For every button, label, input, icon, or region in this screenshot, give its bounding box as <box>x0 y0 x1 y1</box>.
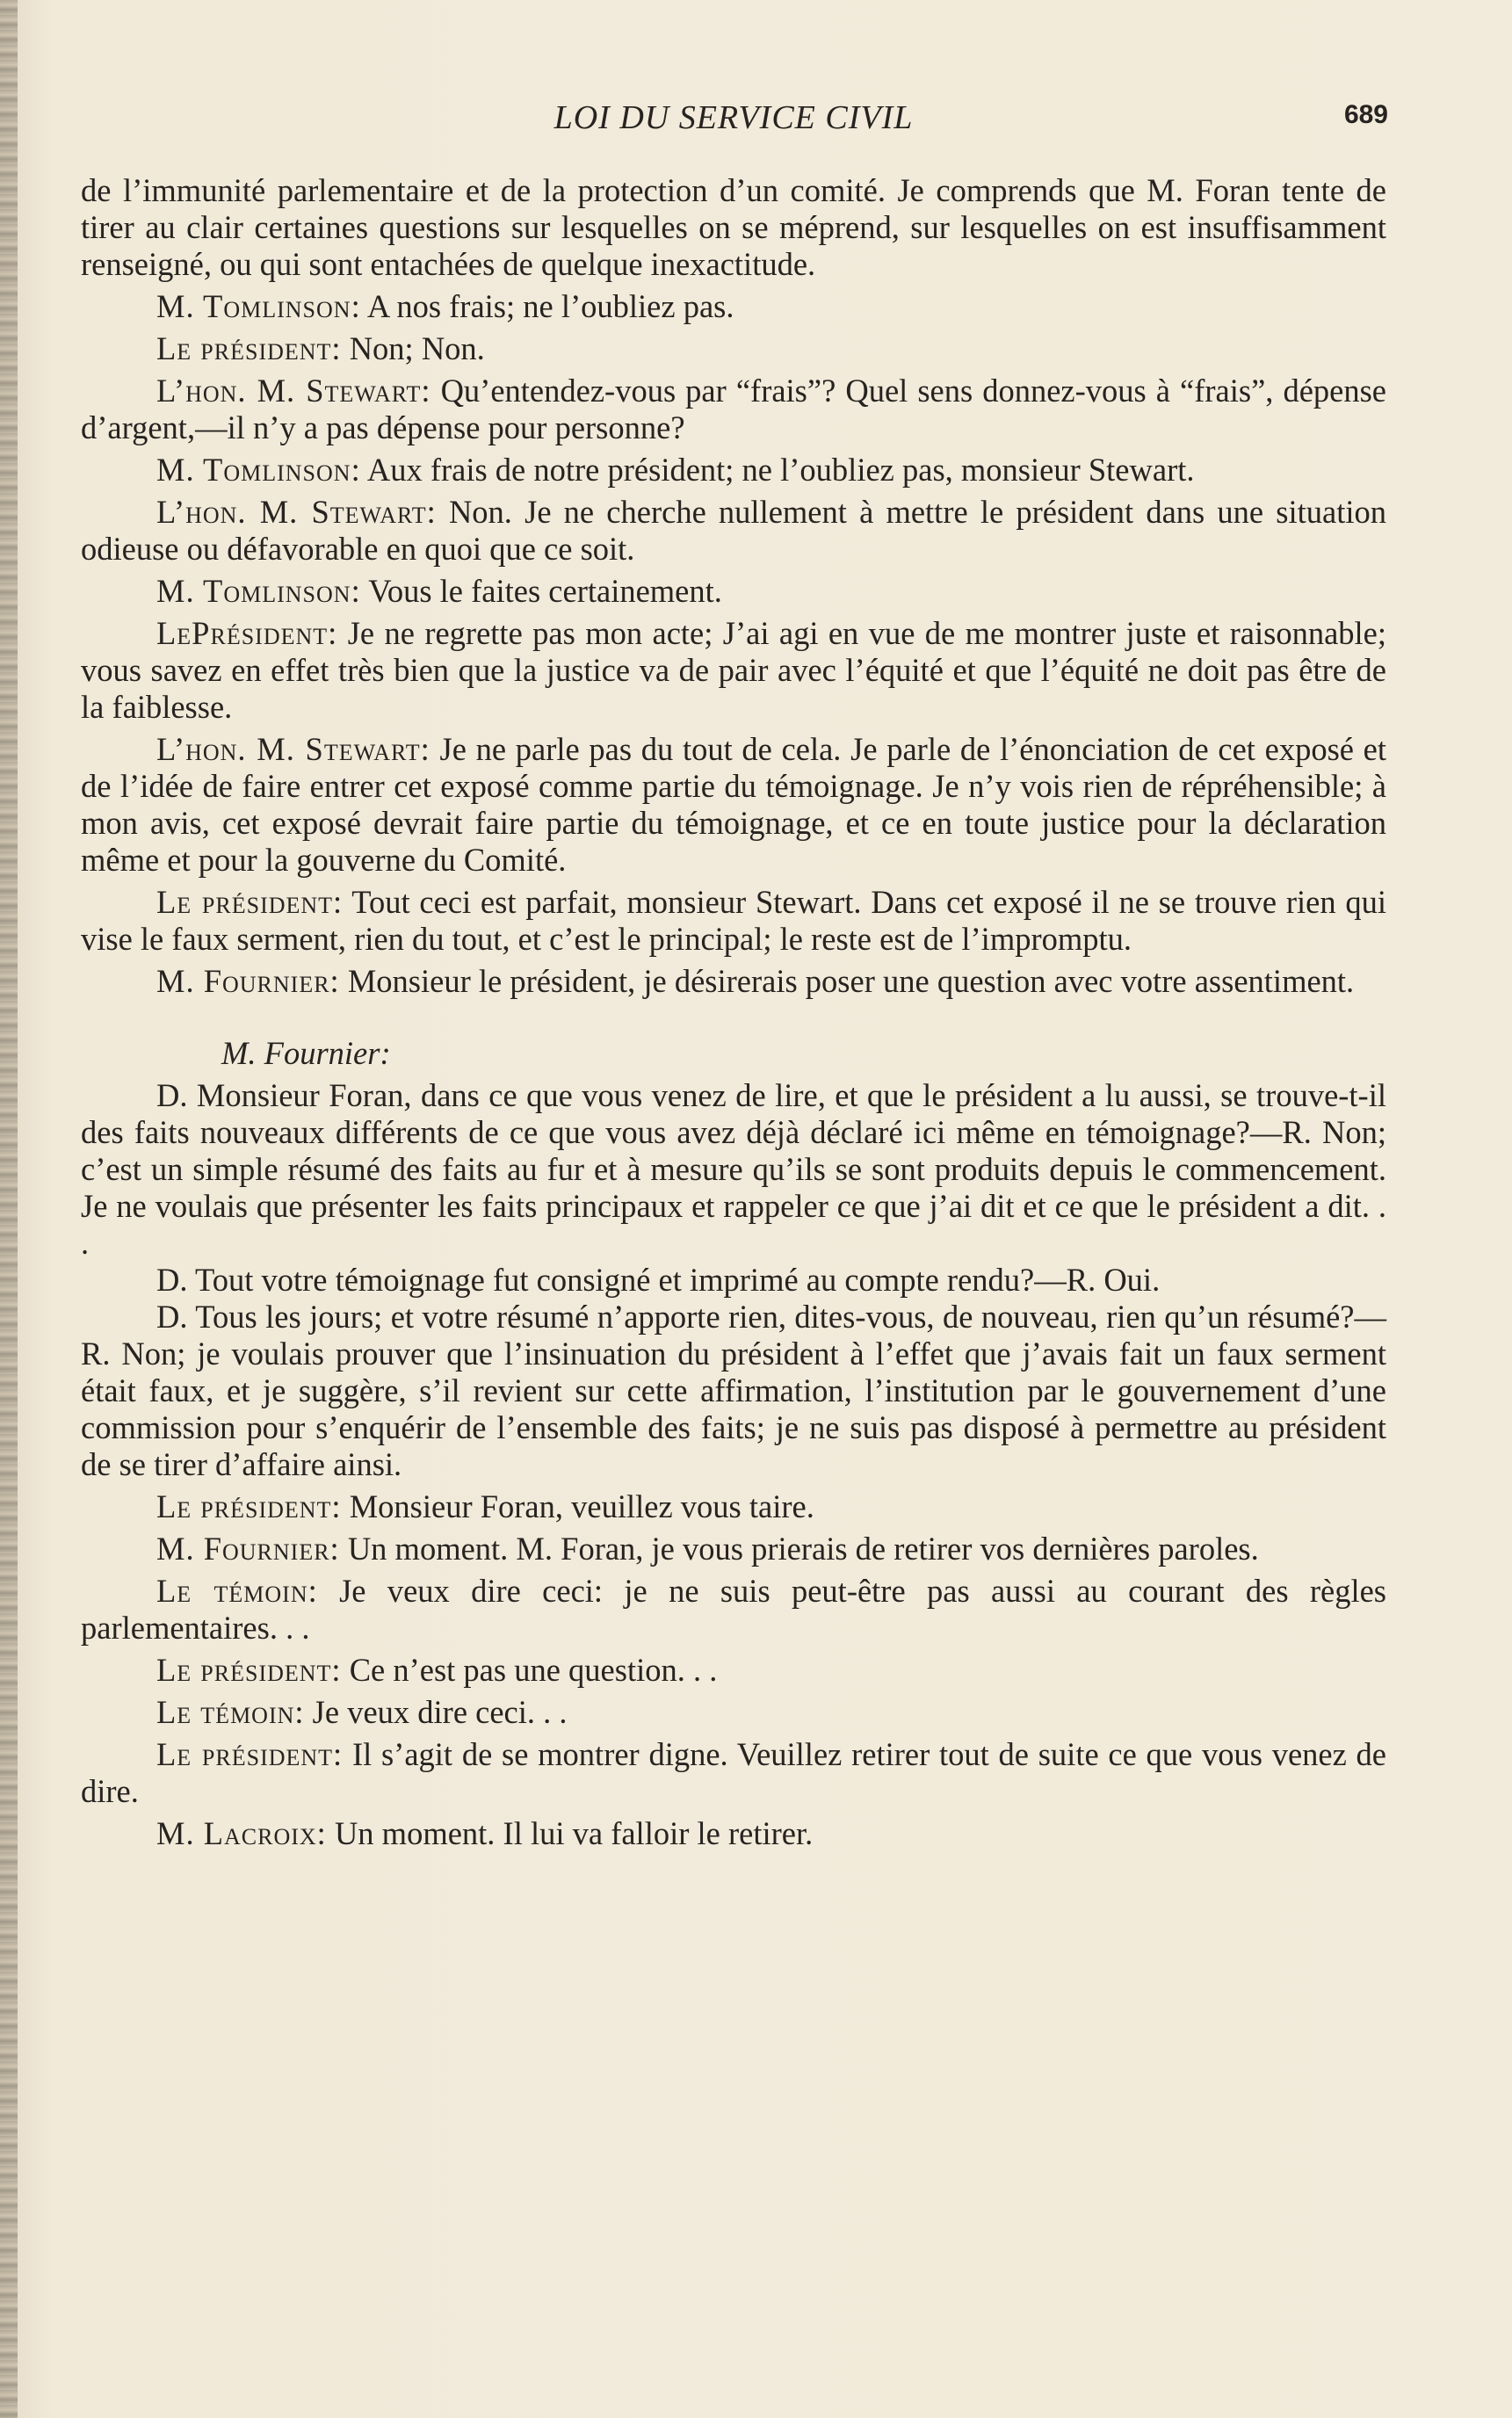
speech <box>81 615 1386 726</box>
speech-text: Je ne parle pas du tout de cela. Je parle de l’énonciation de cet exposé et de l’idée de faire entrer cet exposé comme partie du témoignage. Je n’y vois rien de répréhensible; à mon avis, cet exposé devrait faire partie du témoignage, et ce en toute justice pour la déclaration même et pour la gouverne du Comité. <box>81 731 1387 878</box>
speech-text: Je veux dire ceci. . . <box>312 1694 568 1730</box>
speaker: L’hon. M. Stewart: <box>156 494 437 530</box>
page-body <box>81 172 1386 1857</box>
speech-text: Je ne regrette pas mon acte; J’ai agi en vue de me montrer juste et raisonnable; vous savez en effet très bien que la justice va de pair avec l’équité et que l’équité ne doit pas être de la faiblesse. <box>81 615 1387 725</box>
section-heading: M. Fournier: <box>221 1035 391 1071</box>
speaker: Le président: <box>156 884 344 920</box>
speech-text: Monsieur le président, je désirerais poser une question avec votre assentiment. <box>347 963 1355 999</box>
speech <box>81 1488 1386 1525</box>
speaker: Le témoin: <box>156 1573 318 1609</box>
speaker: Le président: <box>156 1736 344 1772</box>
speech-text: Un moment. M. Foran, je vous prierais de retirer vos dernières paroles. <box>347 1531 1259 1567</box>
speech <box>81 884 1386 958</box>
question-answer: D. Monsieur Foran, dans ce que vous venez de lire, et que le président a lu aussi, se trouve-t-il des faits nouveaux différents de ce que vous avez déjà déclaré ici même en témoignage?—R. Non; c’est un simple résumé des faits au fur et à mesure qu’ils se sont produits depuis le commencement. Je ne voulais que présenter les faits principaux et rappeler ce que j’ai dit et ce que le président a dit. . . <box>81 1077 1386 1261</box>
speaker: M. Tomlinson: <box>156 288 361 324</box>
speaker: Le président: <box>156 330 342 366</box>
speech-text: Un moment. Il lui va falloir le retirer. <box>334 1815 814 1851</box>
speech-text: Non. Je ne cherche nullement à mettre le président dans une situation odieuse ou défavorable en quoi que ce soit. <box>81 494 1386 567</box>
speech-text: Il s’agit de se montrer digne. Veuillez retirer tout de suite ce que vous venez de dire. <box>81 1736 1386 1809</box>
speech <box>81 1694 1386 1731</box>
speech <box>81 1815 1386 1852</box>
speech <box>81 1531 1386 1567</box>
book-spine-shadow <box>0 0 18 2418</box>
speech <box>81 1736 1386 1810</box>
speech-text: Je veux dire ceci: je ne suis peut-être pas aussi au courant des règles parlementaires. . . <box>81 1573 1386 1646</box>
speech-text: Vous le faites certainement. <box>368 573 722 609</box>
page-number: 689 <box>1343 100 1388 129</box>
speech <box>81 731 1386 879</box>
speech-text: Qu’entendez-vous par “frais”? Quel sens donnez-vous à “frais”, dépense d’argent,—il n’y a pas dépense pour personne? <box>81 373 1387 445</box>
speaker: M. Fournier: <box>156 963 340 999</box>
speech <box>81 1573 1386 1647</box>
speaker: LePrésident: <box>156 615 338 651</box>
speech <box>81 452 1386 489</box>
speech-text: Non; Non. <box>349 330 485 366</box>
speech-text: A nos frais; ne l’oubliez pas. <box>366 288 734 324</box>
speaker: Le président: <box>156 1652 342 1688</box>
page-header <box>79 98 1388 142</box>
speaker: M. Fournier: <box>156 1531 340 1567</box>
speech <box>81 288 1386 325</box>
speech <box>81 963 1386 1000</box>
speech <box>81 494 1386 568</box>
question-answer: D. Tout votre témoignage fut consigné et imprimé au compte rendu?—R. Oui. <box>156 1262 1161 1298</box>
speaker: Le témoin: <box>156 1694 305 1730</box>
speaker: Le président: <box>156 1488 342 1524</box>
speech <box>81 373 1386 446</box>
speech <box>81 573 1386 610</box>
paragraph <box>81 172 1386 283</box>
question-answer: D. Tous les jours; et votre résumé n’apporte rien, dites-vous, de nouveau, rien qu’un résumé?—R. Non; je voulais prouver que l’insinuation du président à l’effet que j’avais fait un faux serment était faux, et je suggère, s’il revient sur cette affirmation, l’institution par le gouvernement d’une commission pour s’enquérir de l’ensemble des faits; je ne suis pas disposé à permettre au président de se tirer d’affaire ainsi. <box>81 1299 1386 1482</box>
speech <box>81 1652 1386 1689</box>
speech-text: Monsieur Foran, veuillez vous taire. <box>349 1488 814 1524</box>
speaker: L’hon. M. Stewart: <box>156 373 431 409</box>
speech <box>81 330 1386 367</box>
running-head: LOI DU SERVICE CIVIL <box>553 99 914 136</box>
paragraph-text: de l’immunité parlementaire et de la protection d’un comité. Je comprends que M. Foran tente de tirer au clair certaines questions sur lesquelles on se méprend, sur lesquelles on est insuffisamment renseigné, ou qui sont entachées de quelque inexactitude. <box>81 172 1386 282</box>
speaker: M. Tomlinson: <box>156 452 361 488</box>
speech-text: Tout ceci est parfait, monsieur Stewart. Dans cet exposé il ne se trouve rien qui vise le faux serment, rien du tout, et c’est le principal; le reste est de l’impromptu. <box>81 884 1387 957</box>
speaker: L’hon. M. Stewart: <box>156 731 430 767</box>
speech-text: Ce n’est pas une question. . . <box>349 1652 718 1688</box>
speech-text: Aux frais de notre président; ne l’oubliez pas, monsieur Stewart. <box>366 452 1195 488</box>
speaker: M. Tomlinson: <box>156 573 361 609</box>
speaker: M. Lacroix: <box>156 1815 327 1851</box>
